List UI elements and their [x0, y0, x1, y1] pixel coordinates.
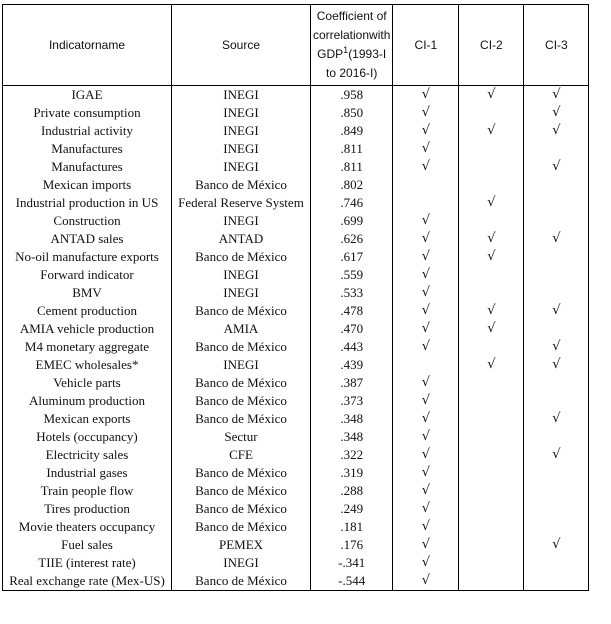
source-cell: Banco de México: [172, 302, 311, 320]
coefficient-cell: -.341: [311, 554, 393, 572]
coefficient-cell: .348: [311, 428, 393, 446]
ci1-check-cell: √: [393, 302, 459, 320]
table-row: [3, 302, 589, 320]
coefficient-cell: .288: [311, 482, 393, 500]
ci1-check-cell: √: [393, 392, 459, 410]
ci3-check-cell: √: [524, 410, 589, 428]
coefficient-cell: .849: [311, 122, 393, 140]
ci2-check-cell: [459, 482, 524, 500]
ci1-check-cell: √: [393, 140, 459, 158]
ci3-check-cell: √: [524, 158, 589, 176]
indicator-name-cell: AMIA vehicle production: [3, 320, 172, 338]
source-cell: Banco de México: [172, 248, 311, 266]
ci1-check-cell: √: [393, 230, 459, 248]
table-row: [3, 464, 589, 482]
source-cell: Banco de México: [172, 410, 311, 428]
header-indicator: Indicatorname: [3, 5, 172, 86]
coefficient-cell: .811: [311, 140, 393, 158]
source-cell: Banco de México: [172, 572, 311, 591]
coefficient-cell: .319: [311, 464, 393, 482]
ci1-check-cell: √: [393, 212, 459, 230]
table-row: [3, 140, 589, 158]
coefficient-cell: .958: [311, 86, 393, 105]
coefficient-cell: .443: [311, 338, 393, 356]
ci1-check-cell: √: [393, 500, 459, 518]
ci1-check-cell: [393, 356, 459, 374]
source-cell: ANTAD: [172, 230, 311, 248]
indicator-name-cell: Mexican imports: [3, 176, 172, 194]
ci3-check-cell: √: [524, 536, 589, 554]
table-row: [3, 374, 589, 392]
source-cell: INEGI: [172, 104, 311, 122]
table-row: [3, 428, 589, 446]
indicator-name-cell: Tires production: [3, 500, 172, 518]
source-cell: INEGI: [172, 140, 311, 158]
ci3-check-cell: √: [524, 122, 589, 140]
table-row: [3, 536, 589, 554]
table-row: [3, 500, 589, 518]
coefficient-cell: .802: [311, 176, 393, 194]
ci3-check-cell: [524, 140, 589, 158]
indicator-name-cell: Movie theaters occupancy: [3, 518, 172, 536]
ci2-check-cell: [459, 176, 524, 194]
ci2-check-cell: [459, 284, 524, 302]
indicator-name-cell: Industrial production in US: [3, 194, 172, 212]
table-row: [3, 572, 589, 591]
ci1-check-cell: [393, 194, 459, 212]
ci3-check-cell: [524, 320, 589, 338]
coefficient-cell: .850: [311, 104, 393, 122]
header-source: Source: [172, 5, 311, 86]
table-row: [3, 392, 589, 410]
indicator-name-cell: Industrial gases: [3, 464, 172, 482]
indicator-name-cell: Train people flow: [3, 482, 172, 500]
ci2-check-cell: √: [459, 248, 524, 266]
ci2-check-cell: √: [459, 194, 524, 212]
table-row: [3, 554, 589, 572]
source-cell: AMIA: [172, 320, 311, 338]
indicator-name-cell: Manufactures: [3, 140, 172, 158]
table-row: [3, 320, 589, 338]
ci1-check-cell: √: [393, 536, 459, 554]
header-ci3: CI-3: [524, 5, 589, 86]
indicator-name-cell: No-oil manufacture exports: [3, 248, 172, 266]
ci3-check-cell: [524, 212, 589, 230]
table-row: [3, 176, 589, 194]
ci2-check-cell: [459, 428, 524, 446]
source-cell: Federal Reserve System: [172, 194, 311, 212]
header-ci1: CI-1: [393, 5, 459, 86]
ci1-check-cell: √: [393, 572, 459, 591]
header-coefficient-footnote: 1: [343, 45, 349, 55]
ci2-check-cell: √: [459, 320, 524, 338]
indicator-name-cell: Forward indicator: [3, 266, 172, 284]
ci2-check-cell: [459, 212, 524, 230]
ci3-check-cell: [524, 464, 589, 482]
ci2-check-cell: [459, 536, 524, 554]
header-coefficient-text: Coefficient of correlationwith GDP: [313, 9, 391, 61]
ci2-check-cell: √: [459, 230, 524, 248]
table-row: [3, 230, 589, 248]
coefficient-cell: .811: [311, 158, 393, 176]
ci1-check-cell: √: [393, 158, 459, 176]
source-cell: INEGI: [172, 122, 311, 140]
ci3-check-cell: √: [524, 86, 589, 105]
header-ci2: CI-2: [459, 5, 524, 86]
indicator-name-cell: BMV: [3, 284, 172, 302]
source-cell: INEGI: [172, 212, 311, 230]
table-row: [3, 446, 589, 464]
ci2-check-cell: [459, 410, 524, 428]
indicator-name-cell: Industrial activity: [3, 122, 172, 140]
indicator-name-cell: EMEC wholesales*: [3, 356, 172, 374]
ci2-check-cell: [459, 158, 524, 176]
indicator-name-cell: Aluminum production: [3, 392, 172, 410]
ci2-check-cell: [459, 500, 524, 518]
ci3-check-cell: √: [524, 230, 589, 248]
ci2-check-cell: [459, 518, 524, 536]
table-row: [3, 410, 589, 428]
table-row: [3, 248, 589, 266]
table-row: [3, 194, 589, 212]
ci2-check-cell: [459, 104, 524, 122]
coefficient-cell: .470: [311, 320, 393, 338]
ci1-check-cell: √: [393, 554, 459, 572]
ci3-check-cell: [524, 554, 589, 572]
indicator-name-cell: Electricity sales: [3, 446, 172, 464]
coefficient-cell: .559: [311, 266, 393, 284]
coefficient-cell: .249: [311, 500, 393, 518]
ci2-check-cell: √: [459, 122, 524, 140]
ci3-check-cell: √: [524, 338, 589, 356]
ci3-check-cell: [524, 482, 589, 500]
coefficient-cell: .439: [311, 356, 393, 374]
ci1-check-cell: √: [393, 482, 459, 500]
ci3-check-cell: [524, 194, 589, 212]
table-row: [3, 86, 589, 105]
coefficient-cell: .176: [311, 536, 393, 554]
ci3-check-cell: [524, 428, 589, 446]
ci2-check-cell: [459, 338, 524, 356]
coefficient-cell: .373: [311, 392, 393, 410]
table-row: [3, 338, 589, 356]
source-cell: Banco de México: [172, 374, 311, 392]
ci3-check-cell: √: [524, 356, 589, 374]
ci1-check-cell: √: [393, 122, 459, 140]
indicator-name-cell: Fuel sales: [3, 536, 172, 554]
ci3-check-cell: [524, 572, 589, 591]
source-cell: Banco de México: [172, 518, 311, 536]
ci1-check-cell: √: [393, 266, 459, 284]
ci1-check-cell: √: [393, 104, 459, 122]
coefficient-cell: .626: [311, 230, 393, 248]
coefficient-cell: .348: [311, 410, 393, 428]
coefficient-cell: .181: [311, 518, 393, 536]
ci2-check-cell: [459, 464, 524, 482]
table-row: [3, 518, 589, 536]
ci2-check-cell: [459, 572, 524, 591]
ci3-check-cell: [524, 284, 589, 302]
ci1-check-cell: √: [393, 86, 459, 105]
table-row: [3, 482, 589, 500]
ci3-check-cell: √: [524, 446, 589, 464]
indicator-name-cell: Real exchange rate (Mex-US): [3, 572, 172, 591]
source-cell: INEGI: [172, 86, 311, 105]
ci1-check-cell: √: [393, 248, 459, 266]
indicator-name-cell: Hotels (occupancy): [3, 428, 172, 446]
source-cell: CFE: [172, 446, 311, 464]
ci1-check-cell: [393, 176, 459, 194]
table-row: [3, 284, 589, 302]
table-row: [3, 356, 589, 374]
ci2-check-cell: [459, 554, 524, 572]
table-row: [3, 122, 589, 140]
ci1-check-cell: √: [393, 410, 459, 428]
source-cell: Banco de México: [172, 482, 311, 500]
ci3-check-cell: [524, 374, 589, 392]
ci1-check-cell: √: [393, 428, 459, 446]
indicator-name-cell: Cement production: [3, 302, 172, 320]
ci1-check-cell: √: [393, 446, 459, 464]
ci3-check-cell: [524, 518, 589, 536]
indicator-name-cell: Vehicle parts: [3, 374, 172, 392]
ci1-check-cell: √: [393, 284, 459, 302]
indicator-name-cell: Mexican exports: [3, 410, 172, 428]
ci2-check-cell: [459, 140, 524, 158]
ci3-check-cell: [524, 266, 589, 284]
ci2-check-cell: [459, 374, 524, 392]
source-cell: PEMEX: [172, 536, 311, 554]
ci3-check-cell: √: [524, 302, 589, 320]
coefficient-cell: .322: [311, 446, 393, 464]
ci1-check-cell: √: [393, 374, 459, 392]
coefficient-cell: .617: [311, 248, 393, 266]
source-cell: INEGI: [172, 554, 311, 572]
source-cell: INEGI: [172, 356, 311, 374]
ci3-check-cell: [524, 500, 589, 518]
ci3-check-cell: [524, 392, 589, 410]
table-row: [3, 212, 589, 230]
source-cell: INEGI: [172, 158, 311, 176]
ci2-check-cell: [459, 266, 524, 284]
source-cell: Banco de México: [172, 392, 311, 410]
ci3-check-cell: [524, 248, 589, 266]
indicator-name-cell: M4 monetary aggregate: [3, 338, 172, 356]
source-cell: Banco de México: [172, 500, 311, 518]
table-row: [3, 158, 589, 176]
ci2-check-cell: √: [459, 86, 524, 105]
coefficient-cell: .478: [311, 302, 393, 320]
ci2-check-cell: √: [459, 302, 524, 320]
header-coefficient: [311, 5, 393, 86]
ci1-check-cell: √: [393, 320, 459, 338]
coefficient-cell: .387: [311, 374, 393, 392]
indicator-table: [2, 4, 589, 591]
coefficient-cell: .699: [311, 212, 393, 230]
header-coefficient-period: (1993-I to 2016-I): [326, 47, 387, 80]
ci3-check-cell: [524, 176, 589, 194]
ci1-check-cell: √: [393, 338, 459, 356]
coefficient-cell: .746: [311, 194, 393, 212]
source-cell: Banco de México: [172, 176, 311, 194]
indicator-name-cell: Private consumption: [3, 104, 172, 122]
source-cell: INEGI: [172, 284, 311, 302]
coefficient-cell: -.544: [311, 572, 393, 591]
ci2-check-cell: [459, 392, 524, 410]
source-cell: INEGI: [172, 266, 311, 284]
indicator-name-cell: Manufactures: [3, 158, 172, 176]
table-body: [3, 86, 589, 591]
header-row: [3, 5, 589, 86]
ci1-check-cell: √: [393, 518, 459, 536]
source-cell: Banco de México: [172, 464, 311, 482]
coefficient-cell: .533: [311, 284, 393, 302]
source-cell: Banco de México: [172, 338, 311, 356]
indicator-name-cell: TIIE (interest rate): [3, 554, 172, 572]
table-row: [3, 266, 589, 284]
indicator-name-cell: Construction: [3, 212, 172, 230]
table-row: [3, 104, 589, 122]
ci1-check-cell: √: [393, 464, 459, 482]
ci3-check-cell: √: [524, 104, 589, 122]
indicator-name-cell: IGAE: [3, 86, 172, 105]
ci2-check-cell: √: [459, 356, 524, 374]
source-cell: Sectur: [172, 428, 311, 446]
ci2-check-cell: [459, 446, 524, 464]
indicator-name-cell: ANTAD sales: [3, 230, 172, 248]
